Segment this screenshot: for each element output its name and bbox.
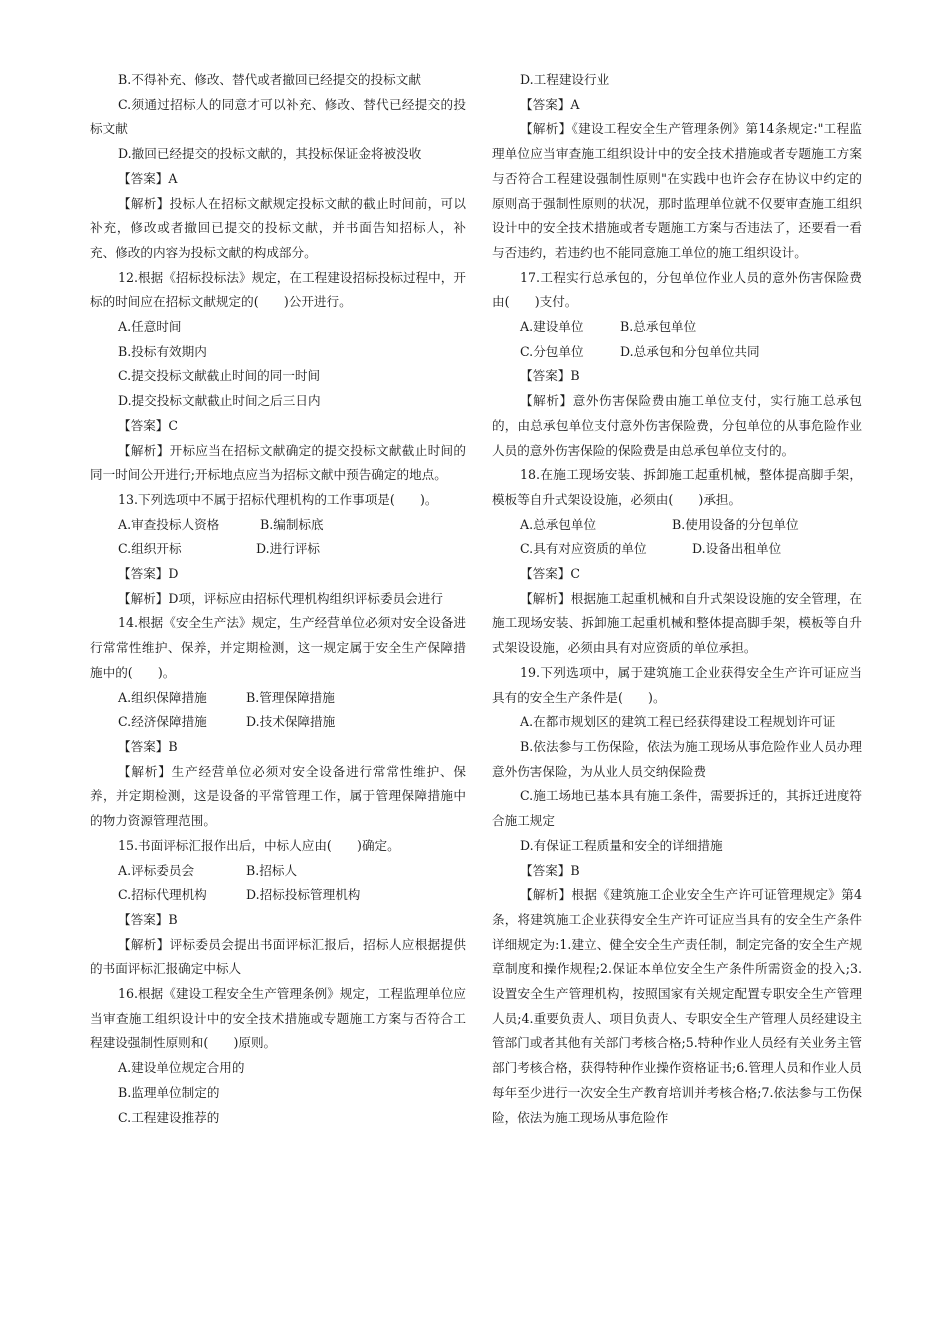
question-15: 15.书面评标汇报作出后，中标人应由( )确定。	[118, 837, 400, 853]
option-text: C.招标代理机构	[118, 887, 207, 903]
explanation-paragraph: 【解析】根据《建筑施工企业安全生产许可证管理规定》第4条，将建筑施工企业获得安全生产许可证应当具有的安全生产条件详细规定为:1.建立、健全安全生产责任制，制定完备的安全生产规章制度和操作规程;2.保证本单位安全生产条件所需资金的投入;3.设置安全生产管理机构，按照国家有关规定配置专职安全生产管理人员;4.重要负责人、项目负责人、专职安全生产管理人员经建设主管部门或者其他有关部门考核合格;5.特种作业人员经有关业务主管部门考核合格，获得特种作业操作资格证书;6.管理人员和作业人员每年至少进行一次安全生产教育培训并考核合格;7.依法参与工伤保险，依法为施工现场从事危险作	[492, 887, 862, 1125]
option-row	[90, 686, 466, 711]
explanation-paragraph: 【解析】D项，评标应由招标代理机构组织评标委员会进行	[118, 590, 443, 606]
question-14: 14.根据《安全生产法》规定，生产经营单位必须对安全设备进行常常性维护、保养，并定期检测，这一规定属于安全生产保障措施中的( )。	[90, 615, 466, 680]
explanation-paragraph: 【解析】评标委员会提出书面评标汇报后，招标人应根据提供的书面评标汇报确定中标人	[90, 936, 466, 977]
answer-line: 【答案】A	[520, 96, 580, 112]
question-18: 18.在施工现场安装、拆卸施工起重机械，整体提高脚手架，模板等自升式架设设施，必须由( )承担。	[492, 467, 862, 507]
explanation-paragraph: 【解析】开标应当在招标文献确定的提交投标文献截止时间的同一时间公开进行;开标地点应当为招标文献中预告确定的地点。	[90, 442, 466, 483]
explanation-paragraph: 【解析】根据施工起重机械和自升式架设设施的安全管理，在施工现场安装、拆卸施工起重机械和整体提高脚手架，模板等自升式架设设施，必须由具有对应资质的单位承担。	[492, 590, 862, 656]
right-column	[492, 68, 862, 1130]
option-row	[90, 859, 466, 884]
option-text: D.有保证工程质量和安全的详细措施	[520, 837, 723, 853]
left-column	[90, 68, 466, 1130]
answer-line: 【答案】C	[118, 417, 179, 433]
option-text: B.监理单位制定的	[118, 1084, 220, 1100]
answer-line: 【答案】A	[118, 170, 178, 186]
option-text: C.分包单位	[520, 343, 584, 359]
answer-line: 【答案】B	[520, 862, 580, 878]
option-text: B.招标人	[246, 862, 298, 878]
option-text: D.进行评标	[256, 541, 321, 557]
option-text: C.施工场地已基本具有施工条件，需要拆迁的，其拆迁进度符合施工规定	[492, 788, 862, 829]
option-text: D.技术保障措施	[246, 714, 336, 730]
option-text: A.总承包单位	[520, 516, 597, 532]
option-row	[492, 513, 862, 538]
option-text: C.经济保障措施	[118, 714, 207, 730]
option-row	[492, 537, 862, 562]
option-row	[492, 340, 862, 365]
option-text: B.投标有效期内	[118, 343, 207, 359]
question-17: 17.工程实行总承包的，分包单位作业人员的意外伤害保险费由( )支付。	[492, 269, 862, 310]
option-text: D.撤回已经提交的投标文献的，其投标保证金将被没收	[118, 146, 422, 162]
option-text: D.总承包和分包单位共同	[620, 343, 760, 359]
option-text: D.设备出租单位	[692, 541, 782, 557]
explanation-paragraph: 【解析】投标人在招标文献规定投标文献的截止时间前，可以补充，修改或者撤回已提交的投标文献，并书面告知招标人，补充、修改的内容为投标文献的构成部分。	[90, 195, 466, 260]
option-text: B.编制标底	[260, 516, 324, 532]
option-text: A.任意时间	[118, 319, 182, 335]
option-row	[90, 537, 466, 562]
question-12: 12.根据《招标投标法》规定，在工程建设招标投标过程中，开标的时间应在招标文献规定的( )公开进行。	[90, 269, 466, 310]
option-text: C.工程建设推荐的	[118, 1109, 220, 1125]
option-text: B.不得补充、修改、替代或者撤回已经提交的投标文献	[118, 72, 421, 87]
explanation-paragraph: 【解析】意外伤害保险费由施工单位支付，实行施工总承包的，由总承包单位支付意外伤害保险费，分包单位的从事危险作业人员的意外伤害保险的保险费是由总承包单位支付的。	[492, 393, 862, 458]
answer-line: 【答案】B	[118, 738, 178, 754]
option-text: C.提交投标文献截止时间的同一时间	[118, 368, 321, 384]
option-text: A.建设单位规定合用的	[118, 1060, 245, 1076]
answer-line: 【答案】B	[118, 911, 178, 927]
option-text: A.评标委员会	[118, 862, 195, 878]
answer-line: 【答案】C	[520, 566, 581, 582]
question-13: 13.下列选项中不属于招标代理机构的工作事项是( )。	[118, 491, 438, 507]
option-text: A.组织保障措施	[118, 689, 207, 705]
option-text: B.管理保障措施	[246, 689, 335, 705]
option-row	[492, 315, 862, 340]
option-row	[90, 710, 466, 735]
explanation-paragraph: 【解析】生产经营单位必须对安全设备进行常常性维护、保养，并定期检测，这是设备的平常管理工作，属于管理保障措施中的物力资源管理范围。	[90, 763, 466, 829]
option-text: A.建设单位	[520, 319, 584, 335]
option-text: C.须通过招标人的同意才可以补充、修改、替代已经提交的投标文献	[90, 96, 466, 137]
explanation-paragraph: 【解析】《建设工程安全生产管理条例》第14条规定:"工程监理单位应当审查施工组织设计中的安全技术措施或者专题施工方案与否符合工程建设强制性原则"在实践中也许会存在协议中约定的原则高于强制性原则的状况，那时监理单位就不仅要审查施工组织设计中的安全技术措施或者专题施工方案与否违法了，还要看一看与否违约，若违约也不能同意施工单位的施工组织设计。	[492, 121, 862, 260]
option-text: D.招标投标管理机构	[246, 887, 361, 903]
answer-line: 【答案】D	[118, 566, 179, 582]
option-text: C.具有对应资质的单位	[520, 541, 647, 557]
answer-line: 【答案】B	[520, 368, 580, 384]
option-text: A.审查投标人资格	[118, 516, 220, 532]
option-text: A.在都市规划区的建筑工程已经获得建设工程规划许可证	[520, 714, 836, 730]
question-19: 19.下列选项中，属于建筑施工企业获得安全生产许可证应当具有的安全生产条件是( )。	[492, 664, 862, 705]
option-text: C.组织开标	[118, 541, 182, 557]
question-16: 16.根据《建设工程安全生产管理条例》规定，工程监理单位应当审查施工组织设计中的安全技术措施或专题施工方案与否符合工程建设强制性原则和( )原则。	[90, 986, 466, 1051]
option-text: D.工程建设行业	[520, 72, 610, 87]
option-text: B.总承包单位	[620, 319, 697, 335]
option-text: B.使用设备的分包单位	[672, 516, 799, 532]
option-row	[90, 513, 466, 538]
option-text: B.依法参与工伤保险，依法为施工现场从事危险作业人员办理意外伤害保险，为从业人员交纳保险费	[492, 738, 862, 779]
option-row	[90, 883, 466, 908]
option-text: D.提交投标文献截止时间之后三日内	[118, 393, 321, 409]
